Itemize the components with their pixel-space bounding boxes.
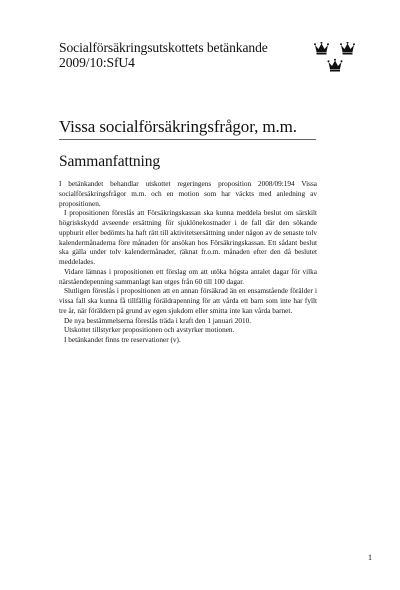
summary-paragraph: I betänkandet finns tre reservationer (v).: [64, 336, 181, 344]
committee-report-label: Socialförsäkringsutskottets betänkande: [59, 40, 268, 55]
summary-paragraph: De nya bestämmelserna föreslås träda i kraft den 1 januari 2010.: [64, 316, 252, 325]
summary-heading: Sammanfattning: [59, 153, 161, 170]
document-title: Vissa socialförsäkringsfrågor, m.m.: [59, 117, 297, 136]
document-header: [59, 40, 268, 70]
summary-paragraph: Utskottet tillstyrker propositionen och avstyrker motionen.: [64, 326, 235, 335]
page-number: 1: [368, 553, 372, 562]
summary-paragraph: Slutligen föreslås i propositionen att en annan försäkrad än en ensamstående förälder i vissa fall ska kunna få tillfällig föräldrapenning för att vårda ett barn som inte har fyllt tre år, när föräldern på grund av egen sjukdom eller smitta inte kan vårda barnet.: [59, 287, 317, 315]
title-divider: [59, 139, 316, 140]
three-crowns-icon: [314, 42, 356, 74]
summary-paragraph: I betänkandet behandlar utskottet regeringens proposition 2008/09:194 Vissa socialförsäkringsfrågor m.m. och en motion som har väckts med anledning av propositionen.: [59, 180, 317, 208]
summary-body: [59, 180, 317, 346]
summary-paragraph: I propositionen föreslås att Försäkringskassan ska kunna meddela beslut om särskilt högriskskydd avseende ersättning för sjuklönekostnader i de fall där den sökande uppburit eller bedömts ha haft rätt till aktivitetsersättning under någon av de senaste tolv kalendermånaderna före månaden för ansökan hos Försäkringskassan. Ett sådant beslut ska gälla under tolv kalendermånader, räknat fr.o.m. månaden efter den då beslutet meddelades.: [59, 209, 317, 266]
report-reference: 2009/10:SfU4: [59, 55, 135, 70]
summary-paragraph: Vidare lämnas i propositionen ett förslag om att utöka högsta antalet dagar för vilka närståendepenning sammanlagt kan utges från 60 till 100 dagar.: [59, 267, 317, 286]
